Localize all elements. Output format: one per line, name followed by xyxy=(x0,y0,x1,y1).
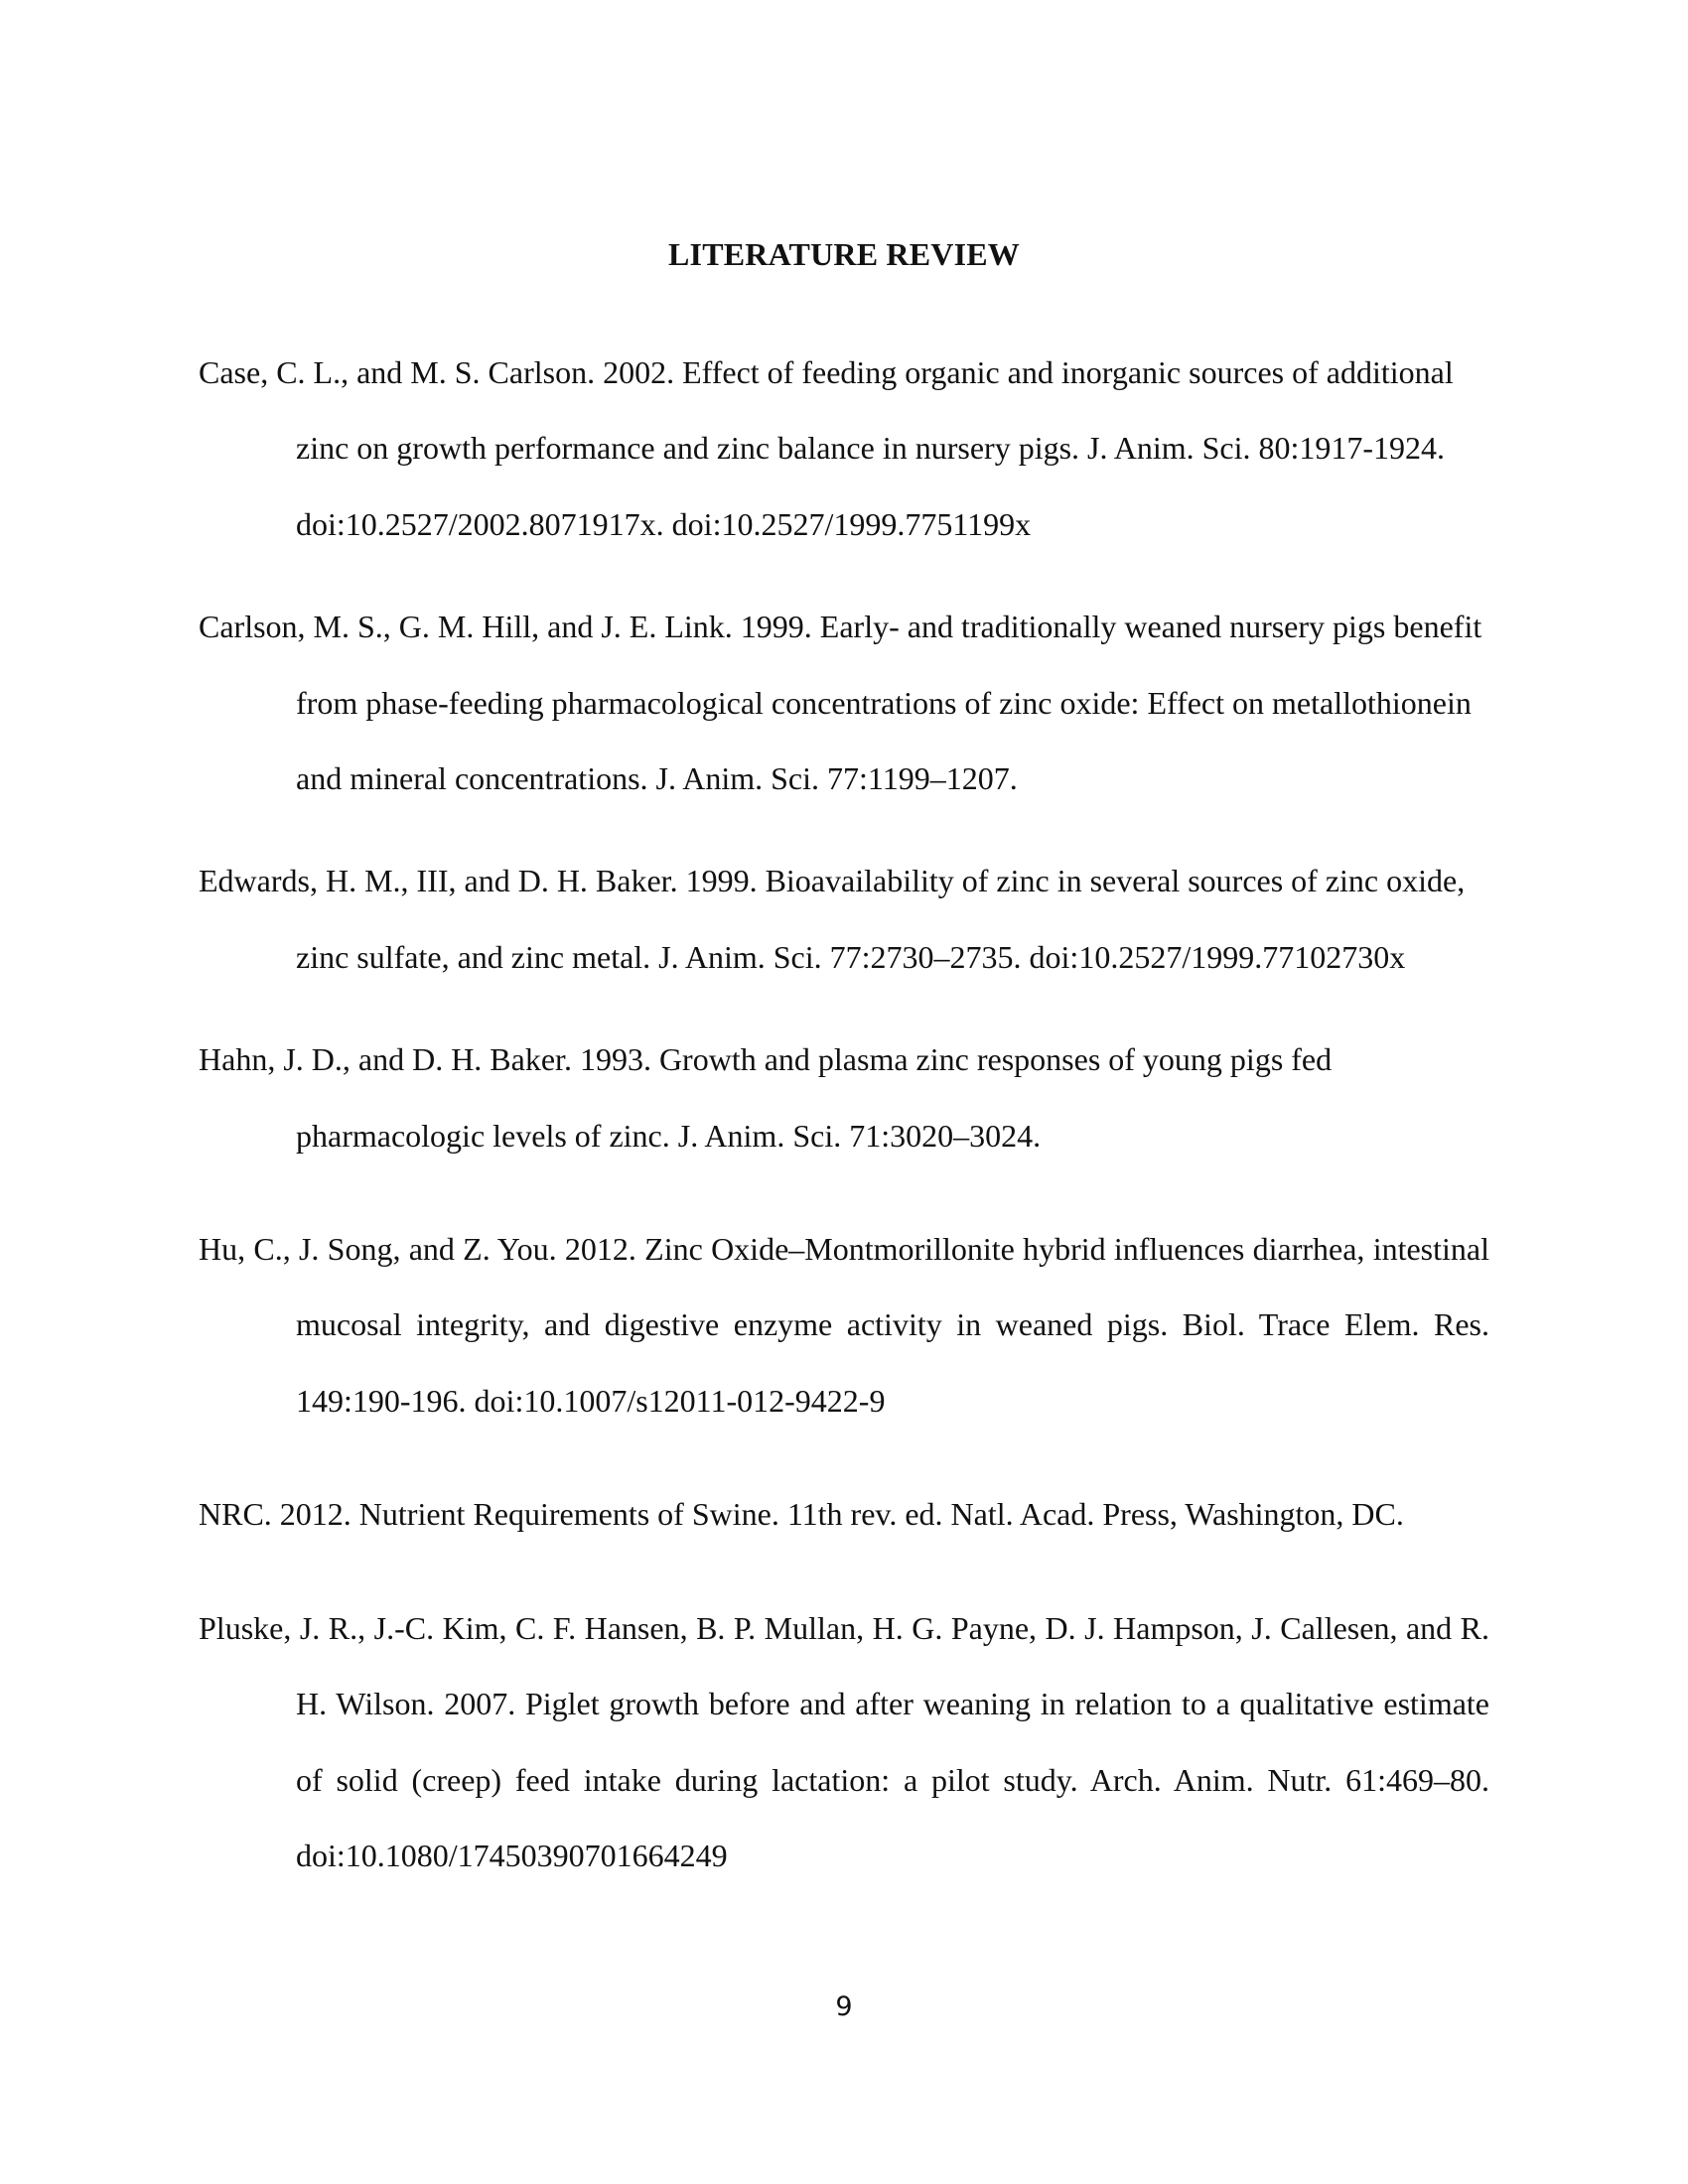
reference-hahn-1993: Hahn, J. D., and D. H. Baker. 1993. Growth and plasma zinc responses of young pigs fed pharmacologic levels of zinc. J. Anim. Sci. 71:3020–3024. xyxy=(199,1041,1333,1154)
page-number: 9 xyxy=(835,1991,853,2022)
reference-list xyxy=(199,335,1489,1893)
reference-nrc-2012: NRC. 2012. Nutrient Requirements of Swine. 11th rev. ed. Natl. Acad. Press, Washington, DC. xyxy=(199,1496,1404,1533)
reference-edwards-1999: Edwards, H. M., III, and D. H. Baker. 1999. Bioavailability of zinc in several sources of zinc oxide, zinc sulfate, and zinc metal. J. Anim. Sci. 77:2730–2735. doi:10.2527/1999.77102730x xyxy=(199,863,1466,975)
section-title: LITERATURE REVIEW xyxy=(668,236,1020,272)
reference-case-2002: Case, C. L., and M. S. Carlson. 2002. Effect of feeding organic and inorganic sources of additional zinc on growth performance and zinc balance in nursery pigs. J. Anim. Sci. 80:1917-1924. doi:10.2527/2002.8071917x. doi:10.2527/1999.7751199x xyxy=(199,354,1454,542)
reference-hu-2012: Hu, C., J. Song, and Z. You. 2012. Zinc Oxide–Montmorillonite hybrid influences diarrhea, intestinal mucosal integrity, and digestive enzyme activity in weaned pigs. Biol. Trace Elem. Res. 149:190-196. doi:10.1007/s12011-012-9422-9 xyxy=(199,1231,1489,1419)
reference-pluske-2007: Pluske, J. R., J.-C. Kim, C. F. Hansen, B. P. Mullan, H. G. Payne, D. J. Hampson, J. Callesen, and R. H. Wilson. 2007. Piglet growth before and after weaning in relation to a qualitative estimate of solid (creep) feed intake during lactation: a pilot study. Arch. Anim. Nutr. 61:469–80. doi:10.1080/17450390701664249 xyxy=(199,1609,1489,1873)
reference-carlson-1999: Carlson, M. S., G. M. Hill, and J. E. Link. 1999. Early- and traditionally weaned nursery pigs benefit from phase-feeding pharmacological concentrations of zinc oxide: Effect on metallothionein and mineral concentrations. J. Anim. Sci. 77:1199–1207. xyxy=(199,609,1482,797)
